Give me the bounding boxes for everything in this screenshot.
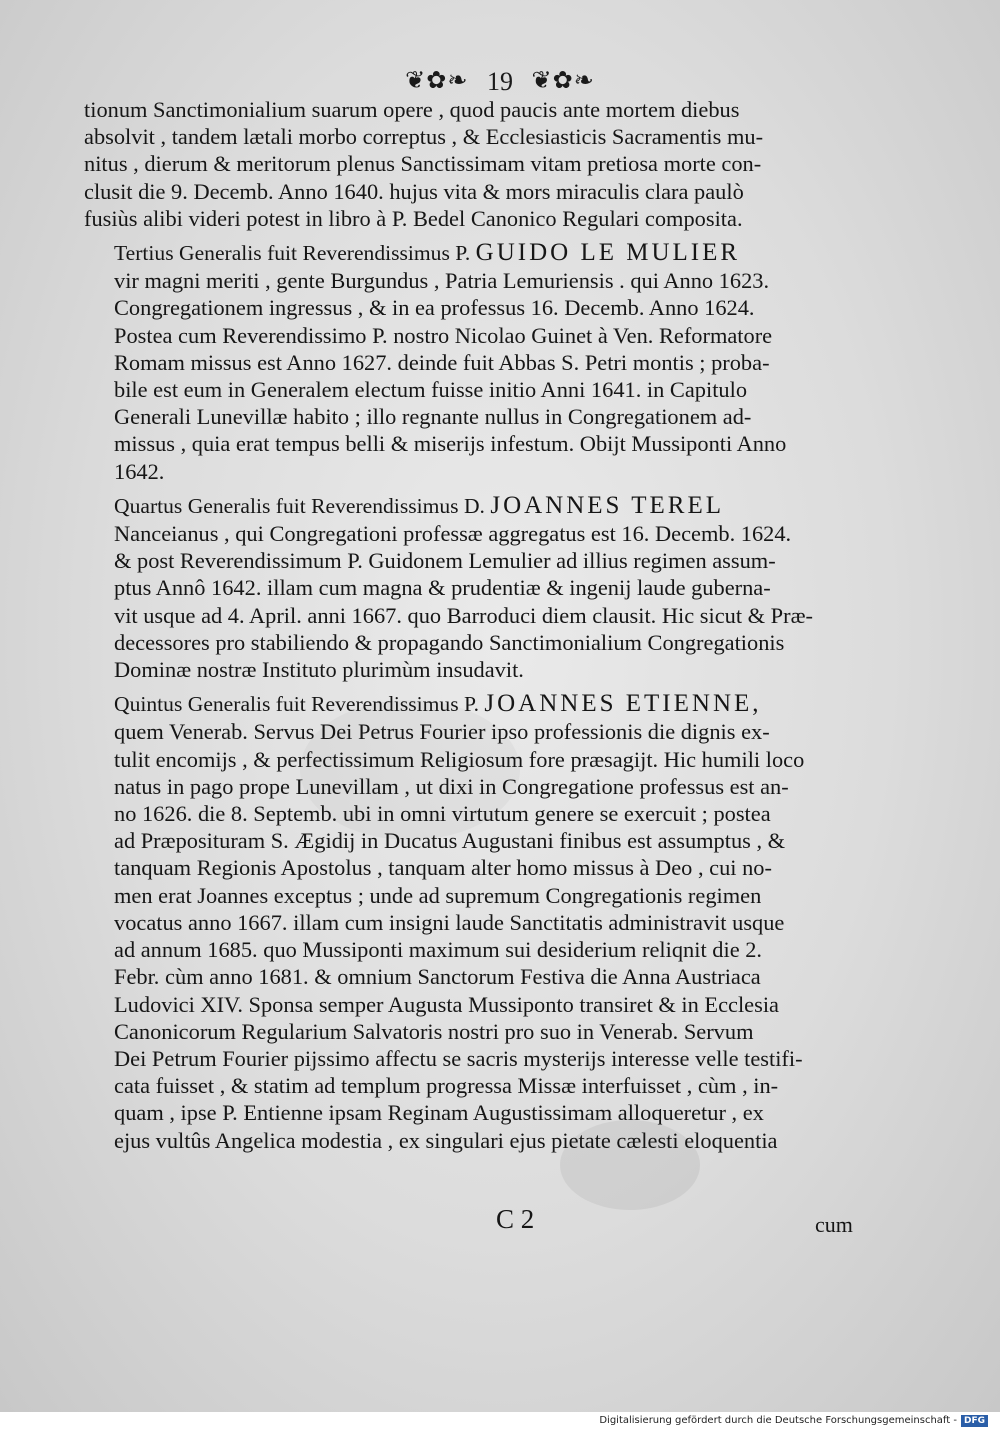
text-run: tulit encomijs , & perfectissimum Religiosum fore præsagijt. Hic humili loco: [114, 746, 805, 772]
text-line: [84, 773, 874, 800]
text-run: Nanceianus , qui Congregationi professæ aggregatus est 16. Decemb. 1624.: [114, 521, 792, 547]
digitization-footer: [599, 1412, 988, 1430]
text-line: [84, 963, 874, 990]
text-line: [84, 205, 874, 232]
body-text: [84, 96, 874, 1154]
text-line: [84, 403, 874, 430]
text-run: clusit die 9. Decemb. Anno 1640. hujus vita & mors miraculis clara paulò: [84, 178, 744, 204]
text-run: vit usque ad 4. April. anni 1667. quo Barroduci diem clausit. Hic sicut & Præ-: [114, 602, 813, 628]
text-run: cata fuisset , & statim ad templum progressa Missæ interfuisset , cùm , in-: [114, 1073, 779, 1099]
text-line: [84, 882, 874, 909]
text-line: [84, 746, 874, 773]
name-small-caps: GUIDO LE MULIER: [475, 239, 741, 267]
text-line: [84, 239, 874, 267]
text-run: Tertius Generalis fuit Reverendissimus P.: [114, 241, 476, 266]
text-line: [84, 376, 874, 403]
text-run: tionum Sanctimonialium suarum opere , quod paucis ante mortem diebus: [84, 97, 740, 122]
text-run: fusiùs alibi videri potest in libro à P. Bedel Canonico Regulari composita.: [84, 205, 743, 231]
text-line: [84, 458, 874, 485]
text-run: & post Reverendissimum P. Guidonem Lemulier ad illius regimen assum-: [114, 548, 776, 574]
text-line: [84, 520, 874, 547]
text-run: vir magni meriti , gente Burgundus , Patria Lemuriensis . qui Anno 1623.: [114, 268, 770, 294]
text-run: Generali Lunevillæ habito ; illo regnante nullus in Congregationem ad-: [114, 404, 752, 430]
paragraph: [84, 492, 874, 683]
text-line: [84, 349, 874, 376]
catchword: cum: [815, 1212, 853, 1237]
text-line: [84, 150, 874, 177]
text-line: [84, 430, 874, 457]
ornament-right-icon: ❦✿❧: [531, 68, 595, 94]
text-line: [84, 294, 874, 321]
text-line: [84, 991, 874, 1018]
text-line: [84, 96, 874, 123]
paragraph: [84, 96, 874, 232]
page-number: 19: [487, 67, 513, 96]
paragraph: [84, 690, 874, 1153]
text-line: [84, 547, 874, 574]
text-line: [84, 936, 874, 963]
text-line: [84, 800, 874, 827]
text-line: [84, 267, 874, 294]
page-header: [0, 66, 1000, 97]
text-line: [84, 629, 874, 656]
text-run: ptus Annô 1642. illam cum magna & prudentiæ & ingenij laude guberna-: [114, 575, 771, 601]
text-line: [84, 854, 874, 881]
text-run: Ludovici XIV. Sponsa semper Augusta Mussiponto transiret & in Ecclesia: [114, 991, 779, 1017]
text-line: [84, 718, 874, 745]
text-run: quem Venerab. Servus Dei Petrus Fourier ipso professionis die dignis ex-: [114, 719, 770, 745]
text-run: no 1626. die 8. Septemb. ubi in omni virtutum genere se exercuit ; postea: [114, 801, 771, 827]
text-run: Quartus Generalis fuit Reverendissimus D.: [114, 493, 491, 518]
text-line: [84, 656, 874, 683]
dfg-logo-icon: DFG: [961, 1415, 988, 1427]
text-line: [84, 1072, 874, 1099]
text-run: Postea cum Reverendissimo P. nostro Nicolao Guinet à Ven. Reformatore: [114, 322, 773, 348]
text-run: Dei Petrum Fourier pijssimo affectu se sacris mysterijs interesse velle testifi-: [114, 1045, 803, 1071]
text-run: tanquam Regionis Apostolus , tanquam alter homo missus à Deo , cui no-: [114, 855, 772, 881]
text-line: [84, 827, 874, 854]
text-run: Canonicorum Regularium Salvatoris nostri pro suo in Venerab. Servum: [114, 1018, 754, 1044]
text-run: Quintus Generalis fuit Reverendissimus P.: [114, 692, 485, 717]
ornament-left-icon: ❦✿❧: [405, 68, 469, 94]
text-run: quam , ipse P. Entienne ipsam Reginam Augustissimam alloqueretur , ex: [114, 1100, 764, 1126]
paragraph: [84, 239, 874, 485]
text-line: [84, 1127, 874, 1154]
text-run: Romam missus est Anno 1627. deinde fuit Abbas S. Petri montis ; proba-: [114, 349, 770, 375]
text-line: [84, 123, 874, 150]
text-run: Dominæ nostræ Instituto plurimùm insudavit.: [114, 657, 524, 683]
text-run: absolvit , tandem lætali morbo correptus , & Ecclesiasticis Sacramentis mu-: [84, 124, 764, 150]
text-line: [84, 178, 874, 205]
text-line: [84, 909, 874, 936]
signature-mark: C 2: [496, 1204, 535, 1234]
text-line: [84, 1045, 874, 1072]
text-line: [84, 1018, 874, 1045]
name-small-caps: JOANNES ETIENNE,: [484, 690, 762, 718]
text-run: natus in pago prope Lunevillam , ut dixi in Congregatione professus est an-: [114, 773, 789, 799]
text-run: bile est eum in Generalem electum fuisse initio Anni 1641. in Capitulo: [114, 377, 748, 403]
text-run: vocatus anno 1667. illam cum insigni laude Sanctitatis administravit usque: [114, 909, 785, 935]
name-small-caps: JOANNES TEREL: [490, 491, 725, 519]
text-line: [84, 690, 874, 718]
text-run: ad Præposituram S. Ægidij in Ducatus Augustani finibus est assumptus , &: [114, 828, 786, 854]
text-run: ejus vultûs Angelica modestia , ex singulari ejus pietate cælesti eloquentia: [114, 1127, 778, 1153]
text-line: [84, 574, 874, 601]
text-run: ad annum 1685. quo Mussiponti maximum sui desiderium reliqnit die 2.: [114, 937, 763, 963]
text-run: decessores pro stabiliendo & propagando Sanctimonialium Congregationis: [114, 629, 785, 655]
text-run: nitus , dierum & meritorum plenus Sanctissimam vitam pretiosa morte con-: [84, 151, 762, 177]
text-run: missus , quia erat tempus belli & miserijs infestum. Obijt Mussiponti Anno: [114, 431, 787, 457]
text-line: [84, 492, 874, 520]
text-line: [84, 1099, 874, 1126]
text-run: Febr. cùm anno 1681. & omnium Sanctorum Festiva die Anna Austriaca: [114, 964, 761, 990]
text-line: [84, 322, 874, 349]
text-run: men erat Joannes exceptus ; unde ad supremum Congregationis regimen: [114, 882, 762, 908]
text-run: 1642.: [114, 458, 165, 484]
text-run: Congregationem ingressus , & in ea professus 16. Decemb. Anno 1624.: [114, 295, 755, 321]
text-line: [84, 602, 874, 629]
footer-credit: Digitalisierung gefördert durch die Deutsche Forschungsgemeinschaft -: [599, 1415, 957, 1426]
